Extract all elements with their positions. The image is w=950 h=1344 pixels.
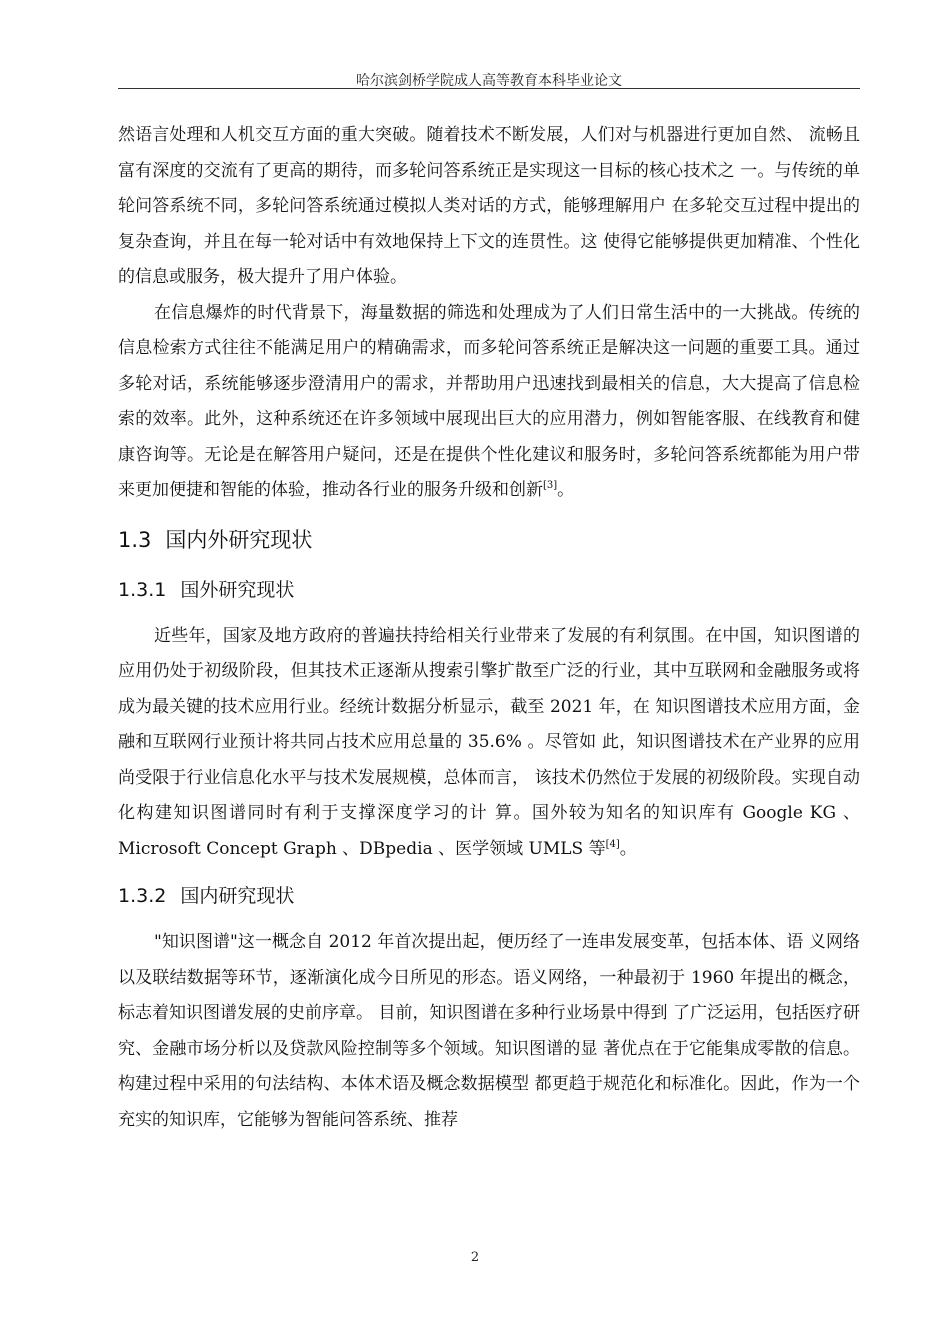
citation-3: [3] bbox=[543, 480, 558, 491]
page-body bbox=[118, 118, 860, 1138]
paragraph-foreign-research bbox=[118, 619, 860, 868]
section-title: 国内外研究现状 bbox=[165, 527, 313, 552]
paragraph-domestic-research: "知识图谱"这一概念自 2012 年首次提出起，便历经了一连串发展变革，包括本体、语 义网络以及联结数据等环节，逐渐演化成今日所见的形态。语义网络，一种最初于 1960 年提出的概念，标志着知识图谱发展的史前序章。 目前，知识图谱在多种行业场景中得到 了广泛运用，包括医疗研究、金融市场分析以及贷款风险控制等多个领域。知识图谱的显 著优点在于它能集成零散的信息。构建过程中采用的句法结构、本体术语及概念数据模型 都更趋于规范化和标准化。因此，作为一个充实的知识库，它能够为智能问答系统、推荐 bbox=[118, 932, 860, 1130]
header-rule bbox=[118, 88, 860, 89]
paragraph-text: 在信息爆炸的时代背景下，海量数据的筛选和处理成为了人们日常生活中的一大挑战。传统的信息检索方式往往不能满足用户的精确需求，而多轮问答系统正是解决这一问题的重要工具。通过多轮对话，系统能够逐步澄清用户的需求，并帮助用户迅速找到最相关的信息，大大提高了信息检索的效率。此外，这种系统还在许多领域中展现出巨大的应用潜力，例如智能客服、在线教育和健康咨询等。无论是在解答用户疑问，还是在提供个性化建议和服务时，多轮问答系统都能为用户带来更加便捷和智能的体验，推动各行业的服务升级和创新 bbox=[118, 302, 860, 500]
paragraph-intro-continuation: 然语言处理和人机交互方面的重大突破。随着技术不断发展，人们对与机器进行更加自然、 流畅且富有深度的交流有了更高的期待，而多轮问答系统正是实现这一目标的核心技术之 一。与传统的单轮问答系统不同，多轮问答系统通过模拟人类对话的方式，能够理解用户 在多轮交互过程中提出的复杂查询，并且在每一轮对话中有效地保持上下文的连贯性。这 使得它能够提供更加精准、个性化的信息或服务，极大提升了用户体验。 bbox=[118, 125, 860, 287]
section-number: 1.3 bbox=[118, 527, 152, 552]
section-number: 1.3.1 bbox=[118, 578, 167, 601]
page-number: 2 bbox=[470, 1250, 480, 1265]
running-header: 哈尔滨剑桥学院成人高等教育本科毕业论文 bbox=[356, 73, 622, 89]
paragraph-end-mark: 。 bbox=[619, 838, 637, 859]
section-heading-1-3 bbox=[118, 509, 860, 571]
paragraph-end-mark: 。 bbox=[557, 480, 575, 500]
section-title: 国内研究现状 bbox=[180, 885, 295, 907]
citation-4: [4] bbox=[605, 838, 620, 850]
paragraph-text: 近些年，国家及地方政府的普遍扶持给相关行业带来了发展的有利氛围。在中国，知识图谱的应用仍处于初级阶段，但其技术正逐渐从搜索引擎扩散至广泛的行业，其中互联网和金融服务或将成为最关键的技术应用行业。经统计数据分析显示，截至 2021 年，在 知识图谱技术应用方面，金融和互联网行业预计将共同占技术应用总量的 35.6% 。尽管如 此，知识图谱技术在产业界的应用尚受限于行业信息化水平与技术发展规模，总体而言， 该技术仍然位于发展的初级阶段。实现自动化构建知识图谱同时有利于支撑深度学习的计 算。国外较为知名的知识库有 Google KG 、Microsoft Concept Graph 、DBpedia 、医学领域 UMLS 等 bbox=[118, 625, 860, 859]
section-heading-1-3-1 bbox=[118, 571, 860, 619]
paragraph-information-retrieval bbox=[118, 296, 860, 509]
section-number: 1.3.2 bbox=[118, 885, 167, 907]
section-title: 国外研究现状 bbox=[180, 578, 295, 601]
section-heading-1-3-2 bbox=[118, 867, 860, 925]
